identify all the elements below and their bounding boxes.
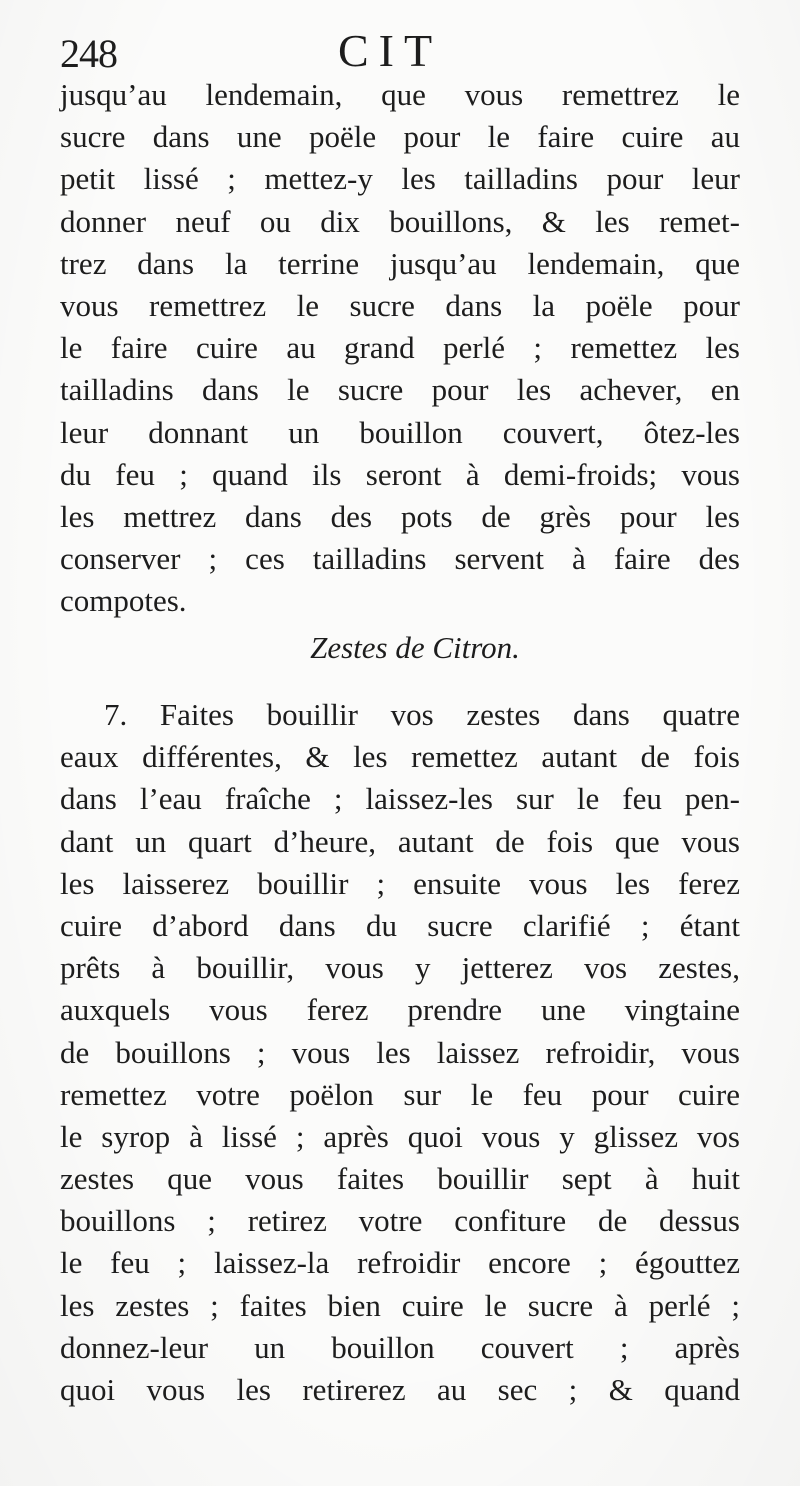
text-line: remettez votre poëlon sur le feu pour cuire — [60, 1076, 740, 1112]
paragraph-zestes — [60, 694, 740, 1411]
paragraph-continued — [60, 74, 740, 682]
text-line: le faire cuire au grand perlé ; remettez les — [60, 330, 740, 366]
text-line: du feu ; quand ils seront à demi-froids; vous — [60, 456, 740, 492]
text-line: les mettrez dans des pots de grès pour les — [60, 498, 740, 534]
text-line: les laisserez bouillir ; ensuite vous les ferez — [60, 865, 740, 901]
text-line: conserver ; ces tailladins servent à faire des — [60, 541, 740, 577]
text-line: dant un quart d’heure, autant de fois que vous — [60, 823, 740, 859]
text-line: de bouillons ; vous les laissez refroidir, vous — [60, 1034, 740, 1070]
page-header — [60, 22, 750, 82]
text-line: zestes que vous faites bouillir sept à huit — [60, 1161, 740, 1197]
text-line: sucre dans une poële pour le faire cuire au — [60, 119, 740, 155]
text-line: bouillons ; retirez votre confiture de dessus — [60, 1203, 740, 1239]
text-line: compotes. — [60, 583, 187, 619]
text-line: jusqu’au lendemain, que vous remettrez le — [60, 77, 740, 112]
text-line: cuire d’abord dans du sucre clarifié ; étant — [60, 907, 740, 943]
text-line: dans l’eau fraîche ; laissez-les sur le feu pen- — [60, 781, 740, 817]
text-line: donner neuf ou dix bouillons, & les remet- — [60, 203, 740, 239]
text-line: les zestes ; faites bien cuire le sucre à perlé ; — [60, 1287, 740, 1323]
text-line: eaux différentes, & les remettez autant de fois — [60, 739, 740, 775]
text-line: 7. Faites bouillir vos zestes dans quatre — [104, 697, 740, 732]
text-line: quoi vous les retirerez au sec ; & quand — [60, 1372, 740, 1407]
text-line: le feu ; laissez-la refroidir encore ; égouttez — [60, 1245, 740, 1281]
text-line: tailladins dans le sucre pour les achever, en — [60, 372, 740, 408]
running-head: CIT — [338, 25, 443, 76]
text-line: donnez-leur un bouillon couvert ; après — [60, 1329, 740, 1365]
text-line: prêts à bouillir, vous y jetterez vos zestes, — [60, 950, 740, 986]
text-line: petit lissé ; mettez-y les tailladins pour leur — [60, 161, 740, 197]
page-number: 248 — [60, 31, 117, 76]
text-line: vous remettrez le sucre dans la poële pour — [60, 287, 740, 323]
text-line: le syrop à lissé ; après quoi vous y glissez vos — [60, 1118, 740, 1154]
text-line: leur donnant un bouillon couvert, ôtez-les — [60, 414, 740, 450]
text-line: trez dans la terrine jusqu’au lendemain, que — [60, 245, 740, 281]
text-line: auxquels vous ferez prendre une vingtaine — [60, 992, 740, 1028]
section-title: Zestes de Citron. — [310, 630, 520, 666]
